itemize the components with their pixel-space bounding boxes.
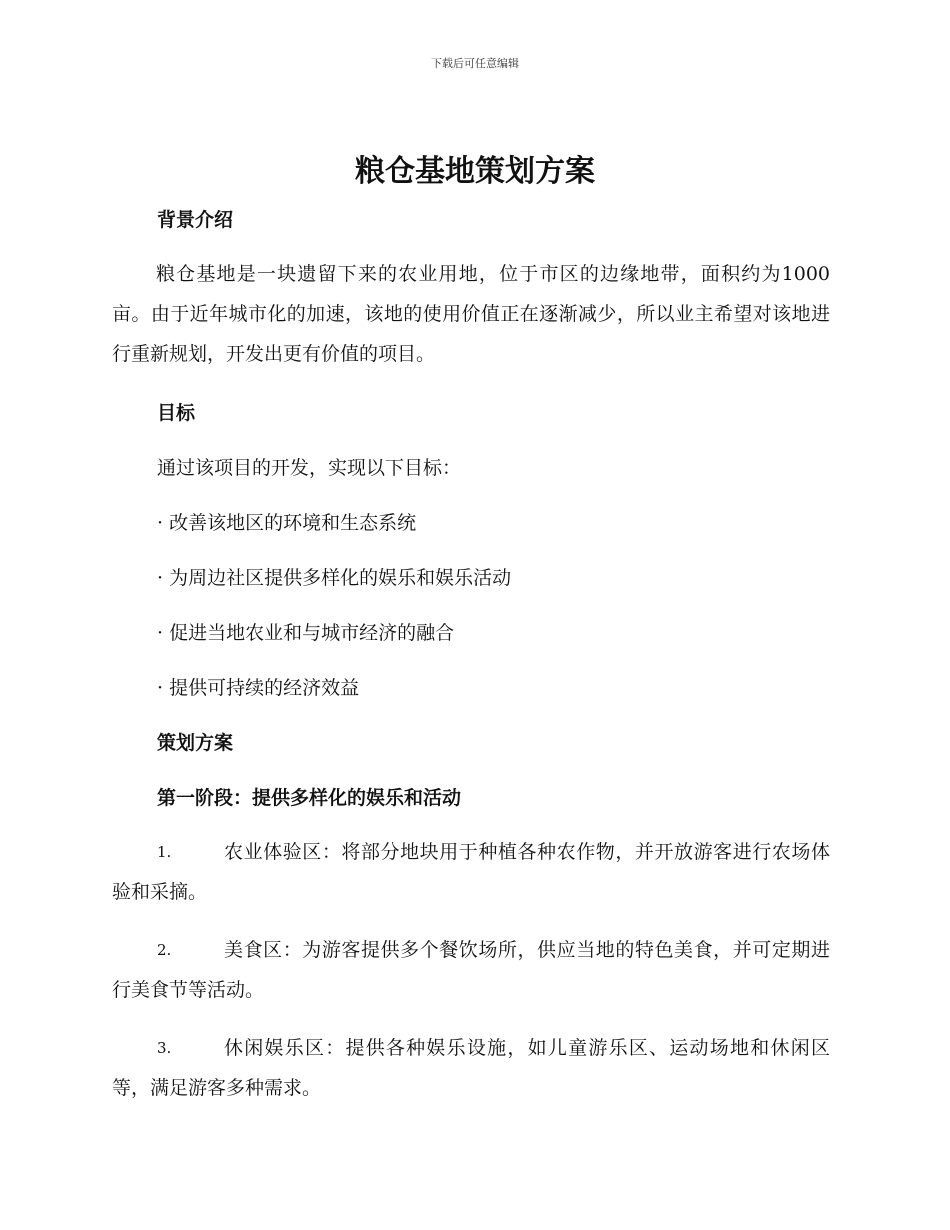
- document-title: 粮仓基地策划方案: [355, 154, 595, 189]
- section-heading-goals: 目标: [157, 402, 196, 424]
- section-heading-background: 背景介绍: [157, 209, 234, 231]
- goal-bullet-1: · 改善该地区的环境和生态系统: [157, 512, 417, 534]
- background-paragraph: 粮仓基地是一块遗留下来的农业用地，位于市区的边缘地带，面积约为1000亩。由于近年城市化的加速，该地的使用价值正在逐渐减少，所以业主希望对该地进行重新规划，开发出更有价值的项目。: [112, 263, 830, 365]
- page-header-note: 下载后可任意编辑: [431, 57, 519, 70]
- phase1-item-1-number: 1.: [157, 843, 172, 861]
- goal-bullet-4: · 提供可持续的经济效益: [157, 677, 360, 699]
- goal-bullet-3: · 促进当地农业和与城市经济的融合: [157, 622, 455, 644]
- phase1-item-3-number: 3.: [157, 1039, 172, 1057]
- section-heading-plan: 策划方案: [157, 732, 234, 754]
- phase1-item-2-text: 美食区：为游客提供多个餐饮场所，供应当地的特色美食，并可定期进行美食节等活动。: [112, 939, 830, 1001]
- phase1-item-3-text: 休闲娱乐区：提供各种娱乐设施，如儿童游乐区、运动场地和休闲区等，满足游客多种需求。: [112, 1037, 830, 1099]
- phase1-item-1-text: 农业体验区：将部分地块用于种植各种农作物，并开放游客进行农场体验和采摘。: [112, 841, 830, 903]
- phase1-item-2-number: 2.: [157, 941, 172, 959]
- goal-bullet-2: · 为周边社区提供多样化的娱乐和娱乐活动: [157, 567, 512, 589]
- phase1-heading: 第一阶段：提供多样化的娱乐和活动: [157, 787, 462, 809]
- goals-intro: 通过该项目的开发，实现以下目标：: [157, 457, 462, 479]
